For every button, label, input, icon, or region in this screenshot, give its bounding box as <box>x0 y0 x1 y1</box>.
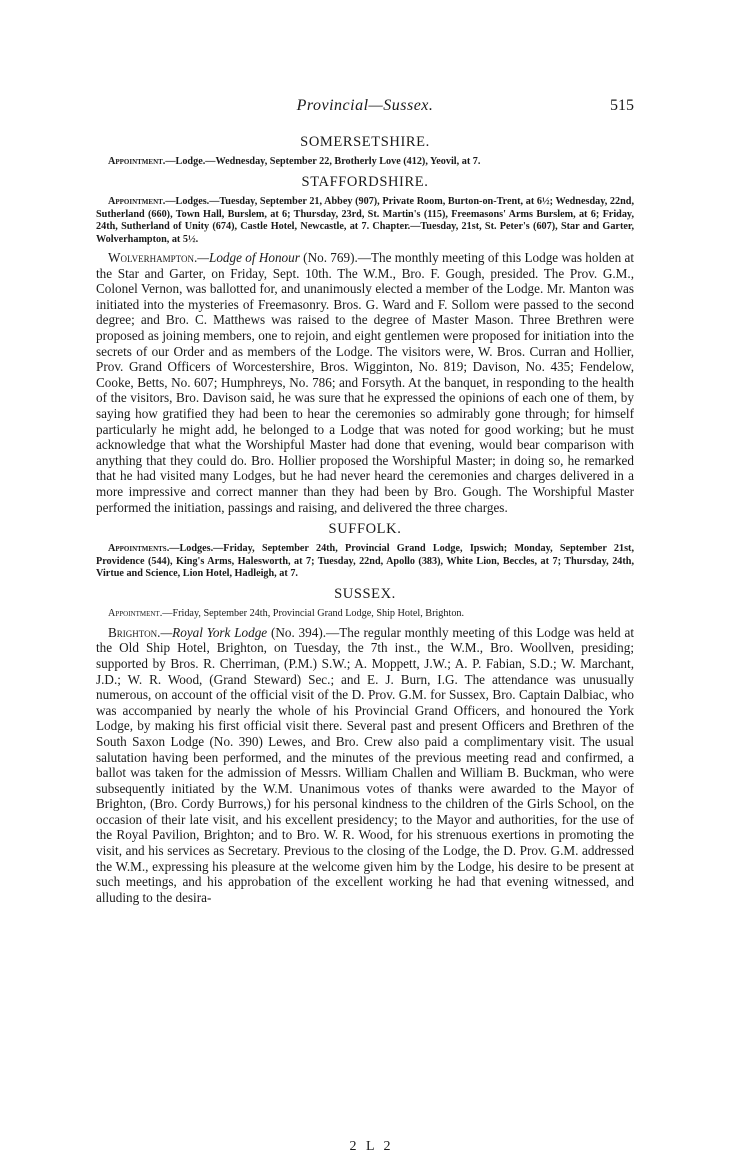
appointment-label: Appointments. <box>108 543 170 555</box>
report-lodge: —Royal York Lodge <box>160 624 268 640</box>
appointment-text: —Friday, September 24th, Provincial Grand Lodge, Ship Hotel, Brighton. <box>162 608 465 620</box>
section-heading-suffolk: SUFFOLK. <box>328 521 402 538</box>
page-content <box>96 128 634 910</box>
report-lodge: —Lodge of Honour <box>197 250 300 266</box>
appointment-sussex <box>96 608 634 620</box>
report-text: (No. 394).—The regular monthly meeting of this Lodge was held at the Old Ship Hotel, Brighton, on Tuesday, the 7th inst., the W.M., Bro. Woollven, presiding; supported by Bros. R. Cherriman, (P.M.) S.W.; A. Moppett, J.W.; A. P. Fabian, S.D.; W. Marchant, J.D.; W. R. Wood, (Grand Steward) Sec.; and E. J. Burn, I.G. The attendance was unusually numerous, on account of the official visit of the D. Prov. G.M. for Sussex, Bro. Captain Dalbiac, who was accompanied by nearly the whole of his Provincial Grand Officers, and honoured the York Lodge, by making his first official visit there. Several past and present Officers and Brethren of the South Saxon Lodge (No. 390) Lewes, and Bro. Crew also paid a complimentary visit. The usual salutation having been performed, and the minutes of the previous meeting read and confirmed, a ballot was taken for the admission of Messrs. William Challen and William B. Buckman, who were subsequently initiated by the W.M. Unanimous votes of thanks were awarded to the Mayor of Brighton, (Bro. Cordy Burrows,) for his personal kindness to the children of the Girls School, on the occasion of their late visit, and his excellent presidency; to the Mayor and authorities, for the use of the Royal Pavilion, Brighton; and to Bro. W. R. Wood, for his strenuous exertions in promoting the visit, and his services as Secretary. Previous to the closing of the Lodge, the D. Prov. G.M. addressed the W.M., expressing his pleasure at the welcome given him by the Lodge, his desire to be present at such meetings, and his approbation of the excellent working he had that evening witnessed, and alluding to the desira- <box>96 624 634 905</box>
section-heading-staffordshire: STAFFORDSHIRE. <box>301 174 429 191</box>
report-place: Brighton. <box>108 624 161 640</box>
page-number: 515 <box>610 97 634 114</box>
running-title: Provincial—Sussex. <box>296 97 434 114</box>
appointment-label: Appointment. <box>108 156 166 167</box>
report-wolverhampton <box>96 250 634 515</box>
appointment-label: Appointment. <box>108 196 166 208</box>
appointment-text: —Lodges.—Tuesday, September 21, Abbey (907), Private Room, Burton-on-Trent, at 6½; Wednesday, 22nd, Sutherland (660), Town Hall, Burslem, at 6; Thursday, 23rd, St. Martin's (115), Freemasons' Arms Burslem, at 6; Friday, 24th, Sutherland of Unity (674), Castle Hotel, Newcastle, at 7. Chapter.—Tuesday, 21st, St. Peter's (607), Star and Garter, Wolverhampton, at 5½. <box>96 196 634 245</box>
appointment-suffolk <box>96 543 634 580</box>
appointment-text: —Lodge.—Wednesday, September 22, Brotherly Love (412), Yeovil, at 7. <box>165 156 481 167</box>
signature-mark: 2 L 2 <box>349 1139 394 1154</box>
report-text: (No. 769).—The monthly meeting of this Lodge was holden at the Star and Garter, on Friday, Sept. 10th. The W.M., Bro. F. Gough, presided. The Prov. G.M., Colonel Vernon, was ballotted for, and unanimously elected a member of the Lodge. Mr. Manton was initiated into the mysteries of Freemasonry. Bros. G. Ward and F. Sollom were passed to the second degree; and Bro. C. Matthews was raised to the degree of Master Mason. Three Brethren were proposed as joining members, one to rejoin, and eight gentlemen were proposed for initiation into the secrets of our Order and as members of the Lodge. The visitors were, W. Bros. Curran and Hollier, Prov. Grand Officers of Worcestershire, Bros. Wigginton, No. 819; Davison, No. 435; Fendelow, Cooke, Betts, No. 607; Humphreys, No. 786; and Forsyth. At the banquet, in responding to the health of the visitors, Bro. Davison said, he was sure that he expressed the opinions of each one of them, by saying how gratified they had been to hear the ceremonies so admirably gone through; for himself particularly he might add, he belonged to a Lodge that was noted for good working; but he must acknowledge that what the Worshipful Master had done that evening, would bear comparison with anything that they could do. Bro. Hollier proposed the Worshipful Master; in doing so, he remarked that he had visited many Lodges, but he had never heard the ceremonies and charges delivered in a more impressive and correct manner than they had been by Bro. Gough. The Worshipful Master performed the initiation, passings and raising, and delivered the three charges. <box>96 250 635 515</box>
appointment-text: —Lodges.—Friday, September 24th, Provincial Grand Lodge, Ipswich; Monday, September 21st, Providence (544), King's Arms, Halesworth, at 7; Tuesday, 22nd, Apollo (383), White Lion, Beccles, at 7; Thursday, 24th, Virtue and Science, Lion Hotel, Hadleigh, at 7. <box>96 543 634 579</box>
page-header <box>96 97 634 121</box>
appointment-somersetshire <box>96 156 634 168</box>
report-brighton <box>96 625 634 906</box>
section-heading-somersetshire: SOMERSETSHIRE. <box>300 134 430 150</box>
report-place: Wolverhampton. <box>108 250 198 266</box>
appointment-label: Appointment. <box>108 608 163 620</box>
section-heading-sussex: SUSSEX. <box>334 586 396 603</box>
appointment-staffordshire <box>96 196 634 246</box>
